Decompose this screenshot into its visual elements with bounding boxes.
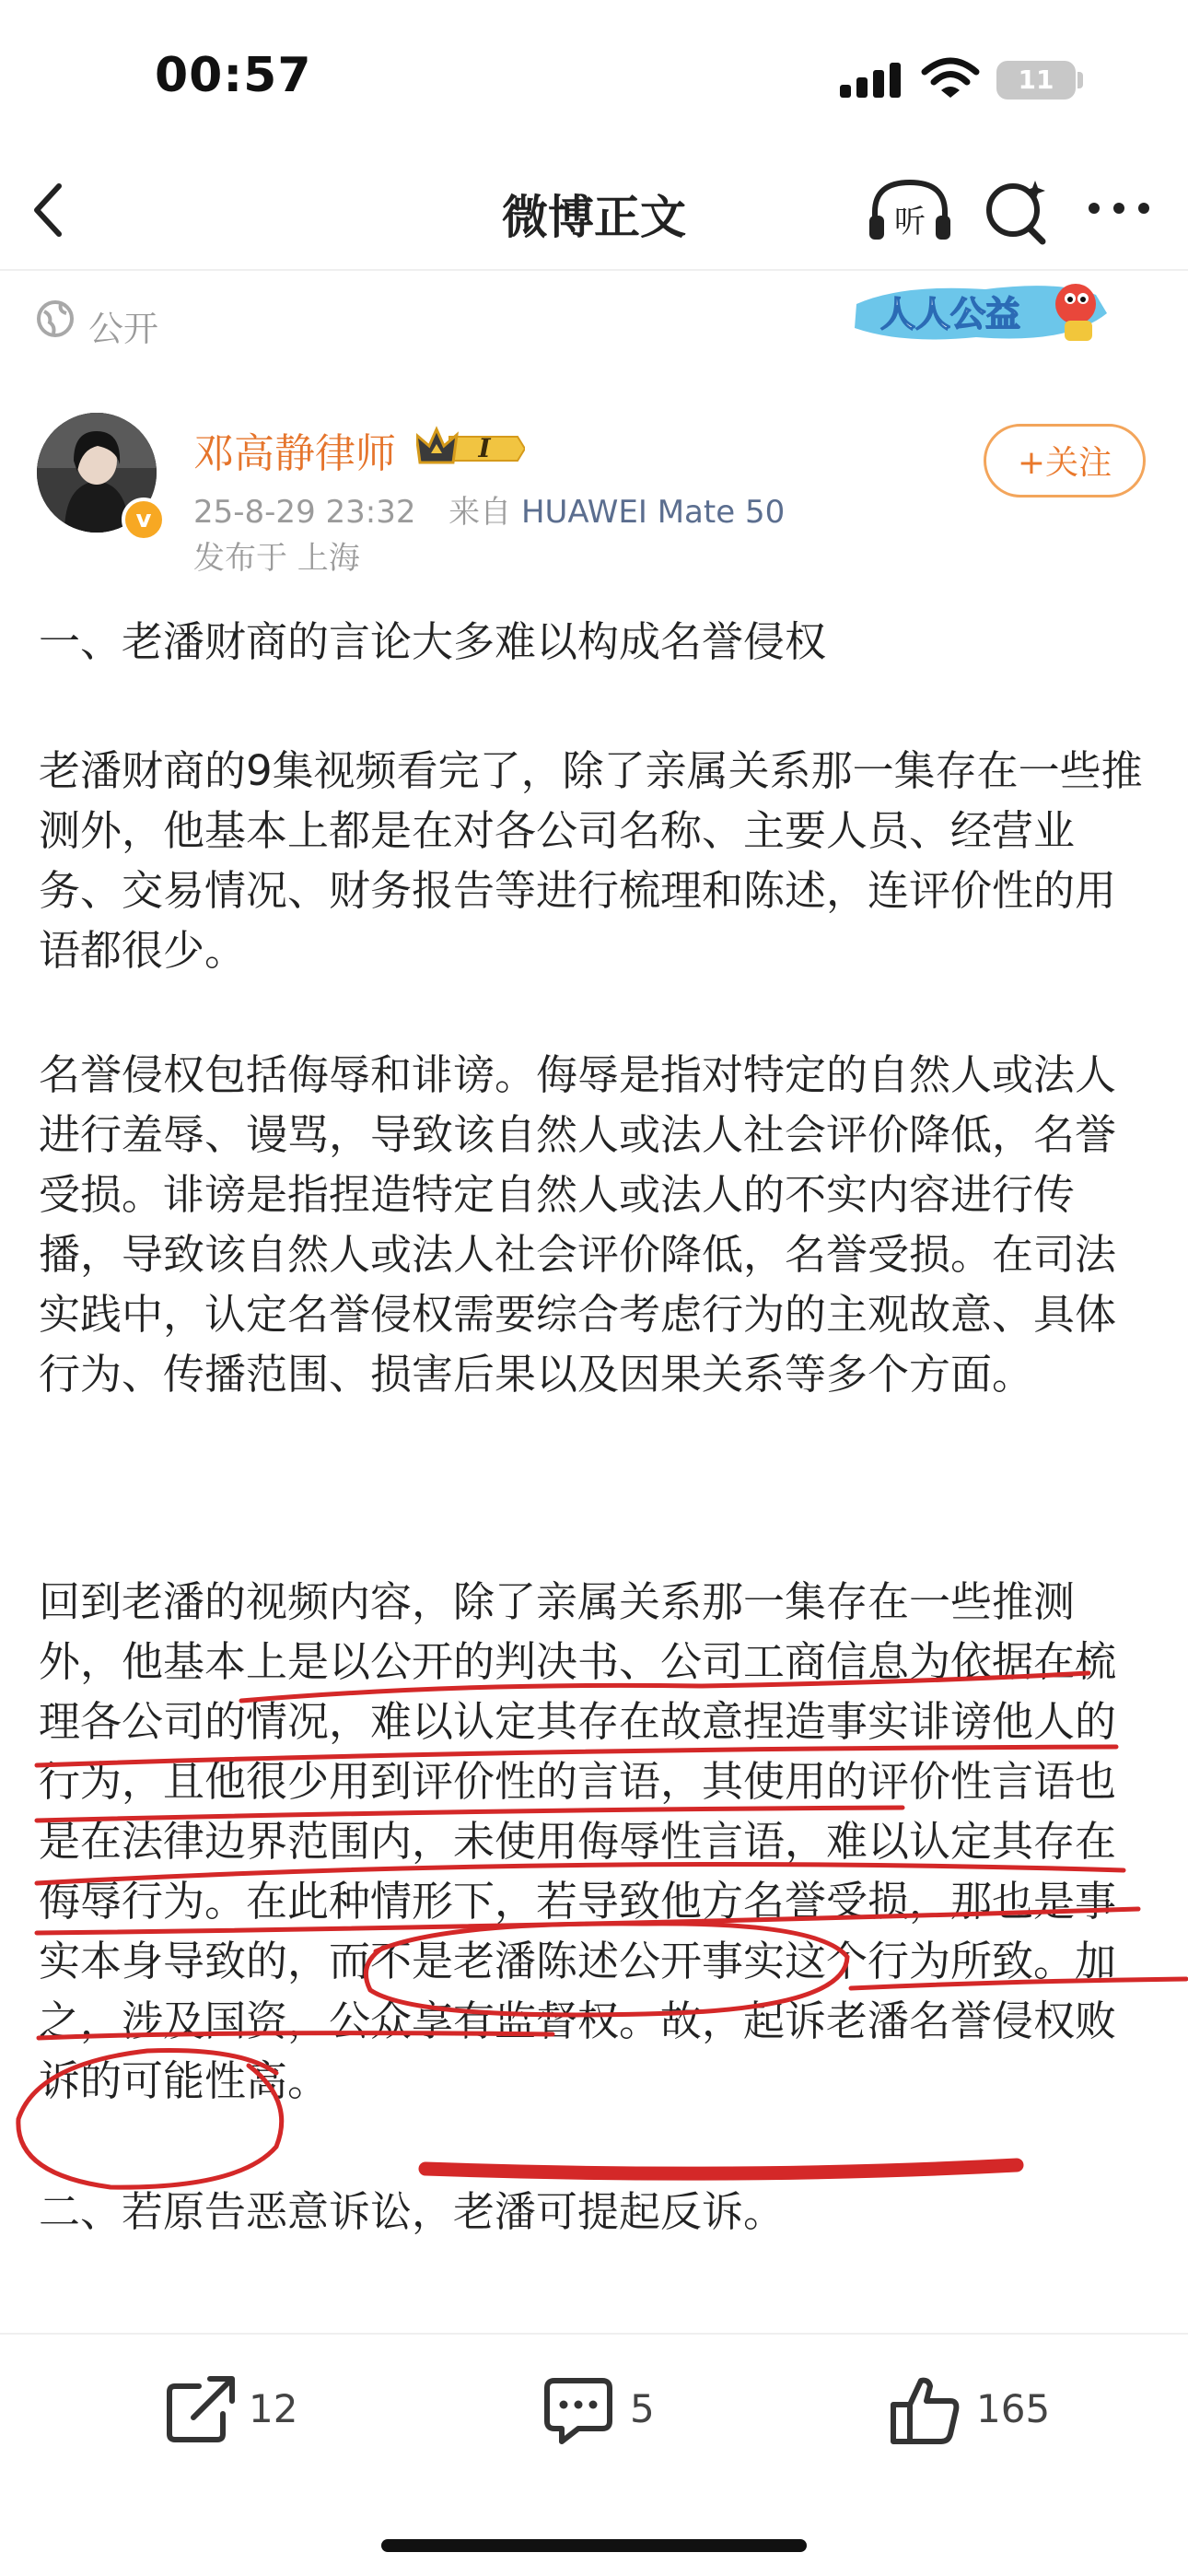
share-count[interactable]: 12 (249, 2386, 298, 2431)
annotation-thick-underline (425, 2165, 1017, 2173)
follow-button[interactable]: +关注 (984, 424, 1146, 498)
like-count[interactable]: 165 (976, 2386, 1051, 2431)
member-crown-level-icon[interactable] (416, 426, 525, 475)
post-paragraph: 老潘财商的9集视频看完了，除了亲属关系那一集存在一些推测外，他基本上都是在对各公司名称、主要人员、经营业务、交易情况、财务报告等进行梳理和陈述，连评价性的用语都很少。 (39, 746, 1143, 975)
post-paragraph: 回到老潘的视频内容，除了亲属关系那一集存在一些推测外，他基本上是以公开的判决书、公司工商信息为依据在梳理各公司的情况，难以认定其存在故意捏造事实诽谤他人的行为，且他很少用到评价性的言语，其使用的评价性言语也是在法律边界范围内，未使用侮辱性言语，难以认定其存在侮辱行为。在此种情形下，若导致他方名誉受损，那也是事实本身导致的，而不是老潘陈述公开事实这个行为所致。加之，涉及国资，公众享有监督权。故，起诉老潘名誉侵权败诉的可能性高。 (39, 1577, 1117, 2105)
source-device[interactable]: HUAWEI Mate 50 (520, 494, 786, 531)
more-options-icon[interactable] (1087, 181, 1151, 240)
post-heading-1: 一、老潘财商的言论大多难以构成名誉侵权 (39, 617, 827, 666)
listen-headphones-icon[interactable] (866, 175, 954, 252)
nav-divider (0, 269, 1188, 271)
comment-count[interactable]: 5 (630, 2386, 655, 2431)
member-level: I (478, 433, 491, 463)
comment-icon[interactable] (542, 2373, 615, 2451)
charity-badge-text: 人人公益 (879, 294, 1021, 334)
post-heading-2: 二、若原告恶意诉讼，老潘可提起反诉。 (39, 2187, 786, 2236)
battery-indicator: 11 (996, 61, 1076, 100)
listen-label: 听 (894, 204, 926, 240)
battery-tip (1077, 72, 1083, 88)
source-prefix: 来自 (448, 494, 512, 531)
post-paragraph: 名誉侵权包括侮辱和诽谤。侮辱是指对特定的自然人或法人进行羞辱、谩骂，导致该自然人或法人社会评价降低，名誉受损。诽谤是指捏造特定自然人或法人的不实内容进行传播，导致该自然人或法人社会评价降低，名誉受损。在司法实践中，认定名誉侵权需要综合考虑行为的主观故意、具体行为、传播范围、损害后果以及因果关系等多个方面。 (39, 1050, 1117, 1399)
status-time: 00:57 (155, 48, 312, 103)
home-indicator[interactable] (381, 2539, 807, 2552)
charity-banner[interactable] (847, 276, 1111, 350)
post-location: 发布于 上海 (193, 540, 360, 577)
bottom-divider (0, 2333, 1188, 2335)
author-name[interactable]: 邓高静律师 (193, 430, 396, 477)
share-icon[interactable] (162, 2373, 239, 2451)
thumbs-up-icon[interactable] (888, 2373, 961, 2451)
wifi-icon (921, 57, 980, 105)
post-meta (193, 486, 785, 532)
search-spark-icon[interactable] (982, 177, 1052, 251)
post-timestamp: 25-8-29 23:32 (193, 494, 416, 531)
verified-badge-icon: v (122, 498, 166, 542)
page-title: 微博正文 (502, 191, 686, 244)
cellular-signal-icon (840, 63, 906, 103)
globe-icon (35, 299, 76, 343)
visibility-label: 公开 (88, 309, 159, 349)
